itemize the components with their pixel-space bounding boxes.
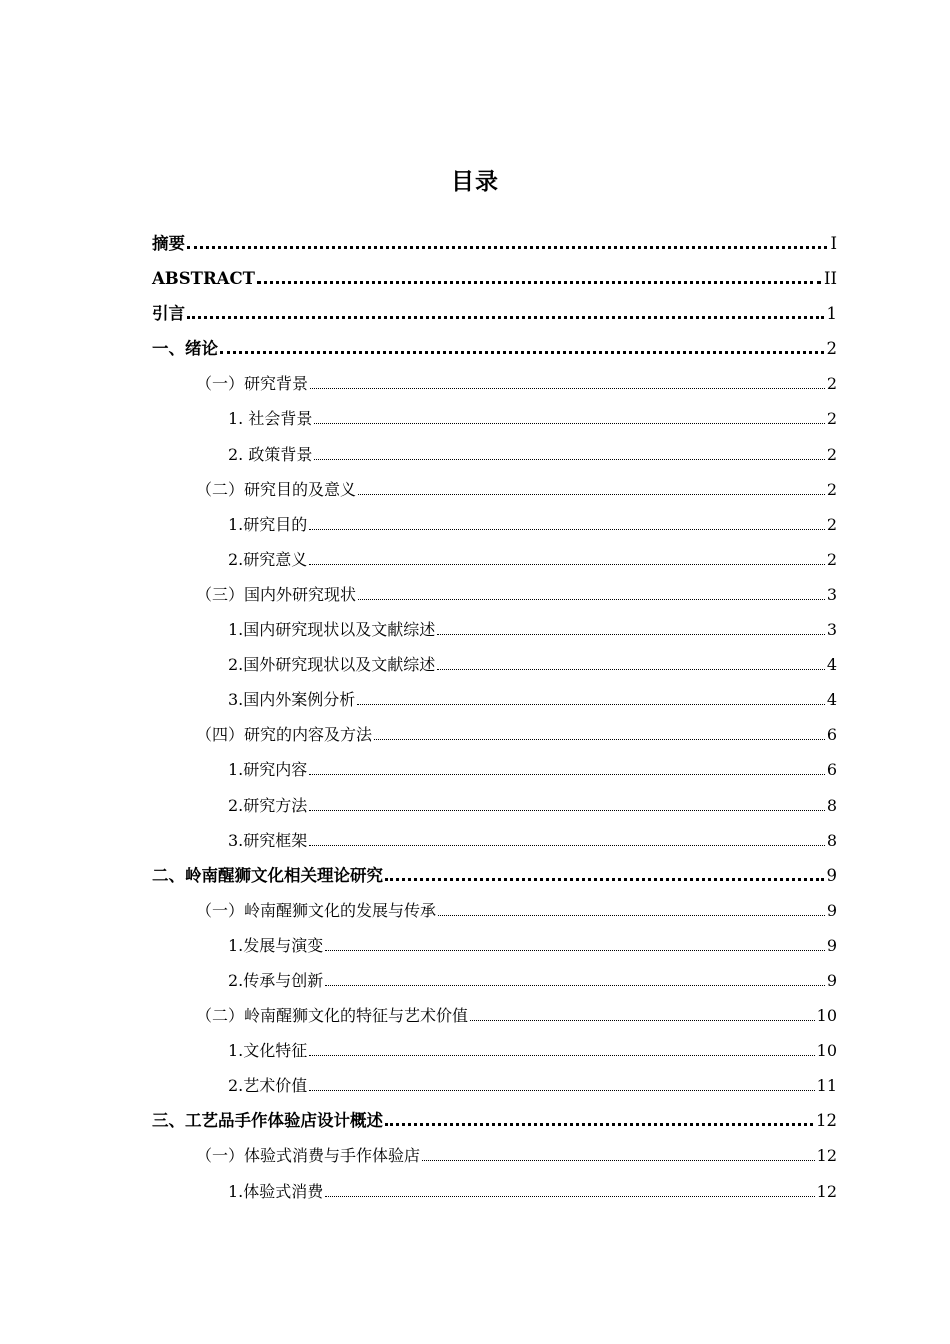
toc-entry-label: （二）研究目的及意义 [196,479,357,499]
toc-entry[interactable] [152,577,837,612]
toc-entry-label: （一）体验式消费与手作体验店 [196,1146,421,1166]
dot-leader [385,1123,813,1126]
toc-entry[interactable] [152,752,837,787]
toc-entry-page-number: 12 [816,1111,837,1131]
toc-entry-page-number: 3 [826,620,837,640]
toc-entry[interactable] [152,893,837,928]
toc-entry-page-number: 6 [826,760,837,780]
toc-entry-page-number: 11 [816,1076,837,1096]
toc-entry-page-number: 9 [826,935,837,955]
toc-entry[interactable] [152,1138,837,1173]
toc-entry-label: 2.研究意义 [228,549,308,569]
dot-leader [310,388,825,389]
toc-entry-page-number: 2 [826,409,837,429]
toc-entry-page-number: 4 [826,655,837,675]
dot-leader [187,316,824,319]
toc-entry[interactable] [152,437,837,472]
toc-entry-label: 2.传承与创新 [228,970,324,990]
dot-leader [309,774,825,775]
dot-leader [309,810,825,811]
toc-entry-page-number: 1 [826,304,837,324]
table-of-contents [152,226,837,1209]
toc-entry[interactable] [152,331,837,366]
dot-leader [385,878,824,881]
toc-entry-label: （一）岭南醒狮文化的发展与传承 [196,900,437,920]
toc-entry-label: 2.国外研究现状以及文献综述 [228,655,436,675]
dot-leader [470,1020,815,1021]
toc-entry-page-number: 3 [826,584,837,604]
toc-entry-label: 1.文化特征 [228,1041,308,1061]
toc-entry-label: 3.国内外案例分析 [228,690,356,710]
toc-entry[interactable] [152,1103,837,1138]
toc-entry[interactable] [152,472,837,507]
toc-entry-label: （四）研究的内容及方法 [196,725,373,745]
dot-leader [357,704,825,705]
toc-entry[interactable] [152,858,837,893]
dot-leader [358,494,825,495]
toc-entry-page-number: 10 [816,1041,837,1061]
toc-entry-page-number: 8 [826,795,837,815]
dot-leader [438,915,825,916]
toc-entry-label: 2. 政策背景 [228,444,313,464]
toc-entry[interactable] [152,226,837,261]
dot-leader [257,281,821,284]
toc-entry-label: 二、岭南醒狮文化相关理论研究 [152,865,383,885]
toc-entry-label: 一、绪论 [152,339,218,359]
toc-entry-label: （一）研究背景 [196,374,309,394]
toc-entry-label: （二）岭南醒狮文化的特征与艺术价值 [196,1006,469,1026]
dot-leader [325,1196,814,1197]
dot-leader [325,950,825,951]
toc-entry-page-number: 2 [826,479,837,499]
toc-entry-page-number: 10 [816,1006,837,1026]
toc-entry-label: 三、工艺品手作体验店设计概述 [152,1111,383,1131]
toc-entry-page-number: 4 [826,690,837,710]
toc-entry-page-number: 2 [826,549,837,569]
toc-entry-label: （三）国内外研究现状 [196,584,357,604]
dot-leader [309,564,825,565]
dot-leader [309,1055,814,1056]
dot-leader [309,845,825,846]
toc-entry-label: 1.研究目的 [228,514,308,534]
toc-entry-page-number: 9 [826,865,837,885]
toc-entry-label: 3.研究框架 [228,830,308,850]
toc-entry-label: 2.艺术价值 [228,1076,308,1096]
toc-entry[interactable] [152,507,837,542]
toc-entry-page-number: 9 [826,900,837,920]
dot-leader [314,423,824,424]
toc-entry-label: 1.国内研究现状以及文献综述 [228,620,436,640]
toc-entry-page-number: 12 [816,1146,837,1166]
dot-leader [358,599,825,600]
toc-entry-page-number: 8 [826,830,837,850]
toc-entry[interactable] [152,612,837,647]
dot-leader [187,246,827,249]
toc-entry-label: 1.发展与演变 [228,935,324,955]
toc-entry-page-number: II [823,269,837,289]
dot-leader [309,1090,814,1091]
dot-leader [325,985,825,986]
toc-entry[interactable] [152,261,837,296]
toc-entry-page-number: I [830,234,837,253]
toc-entry[interactable] [152,963,837,998]
toc-entry[interactable] [152,1033,837,1068]
toc-entry[interactable] [152,998,837,1033]
dot-leader [437,634,825,635]
toc-entry[interactable] [152,682,837,717]
toc-entry-page-number: 2 [826,339,837,359]
toc-entry-page-number: 9 [826,970,837,990]
toc-entry-label: 引言 [152,304,185,324]
page-title: 目录 [451,169,499,195]
toc-entry[interactable] [152,1068,837,1103]
toc-entry-page-number: 12 [816,1181,837,1201]
dot-leader [422,1160,815,1161]
toc-entry-label: 1. 社会背景 [228,409,313,429]
toc-entry[interactable] [152,542,837,577]
toc-entry-page-number: 2 [826,444,837,464]
toc-entry[interactable] [152,1174,837,1209]
toc-entry[interactable] [152,788,837,823]
dot-leader [314,459,824,460]
toc-entry[interactable] [152,401,837,436]
toc-entry-page-number: 2 [826,374,837,394]
toc-entry-label: ABSTRACT [152,269,255,289]
dot-leader [309,529,825,530]
dot-leader [374,739,825,740]
toc-entry[interactable] [152,823,837,858]
dot-leader [220,351,824,354]
toc-entry[interactable] [152,647,837,682]
toc-entry-label: 1.体验式消费 [228,1181,324,1201]
toc-entry-label: 摘要 [152,234,185,253]
toc-entry[interactable] [152,296,837,331]
dot-leader [437,669,825,670]
toc-entry-label: 1.研究内容 [228,760,308,780]
toc-entry[interactable] [152,366,837,401]
toc-entry-label: 2.研究方法 [228,795,308,815]
toc-entry-page-number: 6 [826,725,837,745]
toc-entry[interactable] [152,717,837,752]
toc-entry[interactable] [152,928,837,963]
toc-entry-page-number: 2 [826,514,837,534]
